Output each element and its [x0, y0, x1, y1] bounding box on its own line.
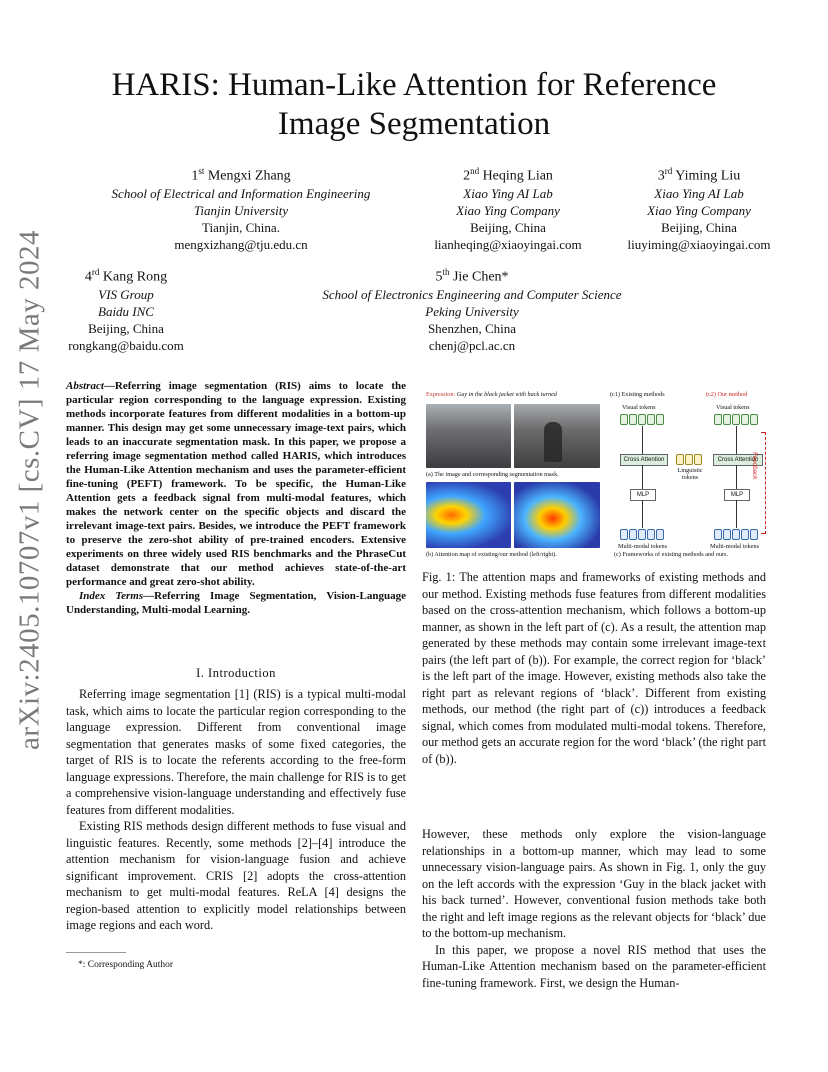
section-heading: I. Introduction: [196, 666, 276, 680]
author-3: 3rd Yiming Liu Xiao Ying AI Lab Xiao Ying Company Beijing, China liuyiming@xiaoyingai.com: [627, 166, 771, 252]
cross-attention-1: Cross Attention: [620, 454, 668, 466]
author-5: 5th Jie Chen* School of Electronics Engineering and Computer Science Peking University Shenzhen, China chenj@pcl.ac.cn: [322, 267, 622, 353]
paragraph: However, these methods only explore the vision-language relationships in a bottom-up manner, which may lead to some unnecessary vision-language pairs. As shown in Fig. 1, only the guy on the left accords with the expression ‘Guy in the black jacket with his back turned’. However, conventional fusion methods take both the right and left image regions as the relevant objects for ‘black’ due to the bottom-up mechanism.: [422, 827, 766, 940]
mlp-1: MLP: [630, 489, 656, 501]
c1-label: (c1) Existing methods: [610, 391, 665, 398]
feedback-arrow: [761, 432, 766, 534]
author-2: 2nd Heqing Lian Xiao Ying AI Lab Xiao Ying Company Beijing, China lianheqing@xiaoyingai.com: [434, 166, 582, 252]
intro-text: [66, 686, 406, 934]
author-1: 1st Mengxi Zhang School of Electrical and Information Engineering Tianjin University Tianjin, China. mengxizhang@tju.edu.cn: [111, 166, 371, 252]
multimodal-tokens-label-1: Multi-modal tokens: [618, 543, 667, 550]
figure-caption: Fig. 1: The attention maps and frameworks of existing methods and our method. Existing methods fuse features from different modalities based on the cross-attention mechanism, which follows a bottom-up manner, as shown in the left part of (c). As a result, the attention map generated by these methods may contain some irrelevant image-text pairs (the left part of (b)). For example, the correct region for ‘black’ is the left part of the image. However, existing methods also take the right part as relevant regions of ‘black’. Different from existing methods, our method (the right part of (c)) introduces a feedback signal, which comes from modulated multi-modal tokens. Therefore, our method gets an accurate region for the word ‘black’ (the right part of (b)).: [422, 570, 766, 766]
feedback-label: Feedback: [751, 452, 758, 480]
street-photo: [426, 404, 511, 468]
linguistic-tokens-label: Linguistic tokens: [677, 467, 703, 481]
right-column-text: [422, 826, 766, 991]
figure-1: [424, 388, 766, 563]
paragraph: Referring image segmentation [1] (RIS) is a typical multi-modal task, which aims to locate the particular region corresponding to the language expression. Different from conventional image segmentation that generates masks of some fixed categories, the target of RIS is to locate the referents according to the free-form language expressions. Therefore, the main challenge for RIS is to get a comprehensive vision-language understanding and effectively fuse features from different modalities.: [66, 687, 406, 817]
visual-tokens-label-2: Visual tokens: [716, 404, 750, 411]
multimodal-tokens-label-2: Multi-modal tokens: [710, 543, 759, 550]
footnote: *: Corresponding Author: [78, 960, 173, 970]
expression-text: Guy in the black jacket with back turned: [456, 391, 557, 398]
expression-label: Expression:: [426, 391, 456, 398]
arxiv-stamp: arXiv:2405.10707v1 [cs.CV] 17 May 2024: [13, 229, 46, 751]
paragraph: In this paper, we propose a novel RIS method that uses the Human-Like Attention mechanism based on the parameter-efficient fine-tuning framework. First, we design the Human-: [422, 942, 766, 990]
author-4: 4rd Kang Rong VIS Group Baidu INC Beijing, China rongkang@baidu.com: [68, 267, 184, 353]
subcaption-b: (b) Attention map of existing/our method (left/right).: [426, 551, 557, 558]
paper-title: HARIS: Human-Like Attention for Reference Image Segmentation: [111, 67, 717, 142]
abstract: Abstract—Referring image segmentation (RIS) aims to locate the particular region corresponding to the language expression. Existing methods incorporate features from different modalities in a bottom-up manner. This design may get some unnecessary image-text pairs, which leads to an inaccurate segmentation mask. In this paper, we propose a referring image segmentation method called HARIS, which introduces the Human-Like Attention mechanism and uses the parameter-efficient fine-tuning (PEFT) framework. To be specific, the Human-Like Attention gets a feedback signal from multi-modal features, which makes the network center on the specific objects and discard the irrelevant image-text pairs. Besides, we introduce the PEFT framework to preserve the zero-shot ability of pre-trained encoders. Extensive experiments on three widely used RIS benchmarks and the PhraseCut dataset demonstrate that our method achieves state-of-the-art performance and great zero-shot ability. Index Terms—Referring Image Segmentation, Vision-Language Understanding, Multi-modal Learning.: [66, 380, 407, 616]
subcaption-a: (a) The image and corresponding segmentation mask.: [426, 471, 559, 478]
segmentation-photo: [514, 404, 600, 468]
attention-map-existing: [426, 482, 511, 548]
attention-map-ours: [514, 482, 600, 548]
subcaption-c: (c) Frameworks of existing methods and ours.: [614, 551, 728, 558]
visual-tokens-label-1: Visual tokens: [622, 404, 656, 411]
footnote-rule: [66, 952, 126, 953]
mlp-2: MLP: [724, 489, 750, 501]
paragraph: Existing RIS methods design different methods to fuse visual and linguistic features. Recently, some methods [2]–[4] introduce the attention mechanism for vision-language fusion and achieve significant improvement. CRIS [2] adopts the cross-attention mechanism to get multi-modal features. ReLA [4] designs the region-based attention to explicitly model relationships between image regions and each word.: [66, 819, 406, 932]
cross-attention-2: Cross Attention: [713, 454, 763, 466]
c2-label: (c2) Our method: [706, 391, 748, 398]
